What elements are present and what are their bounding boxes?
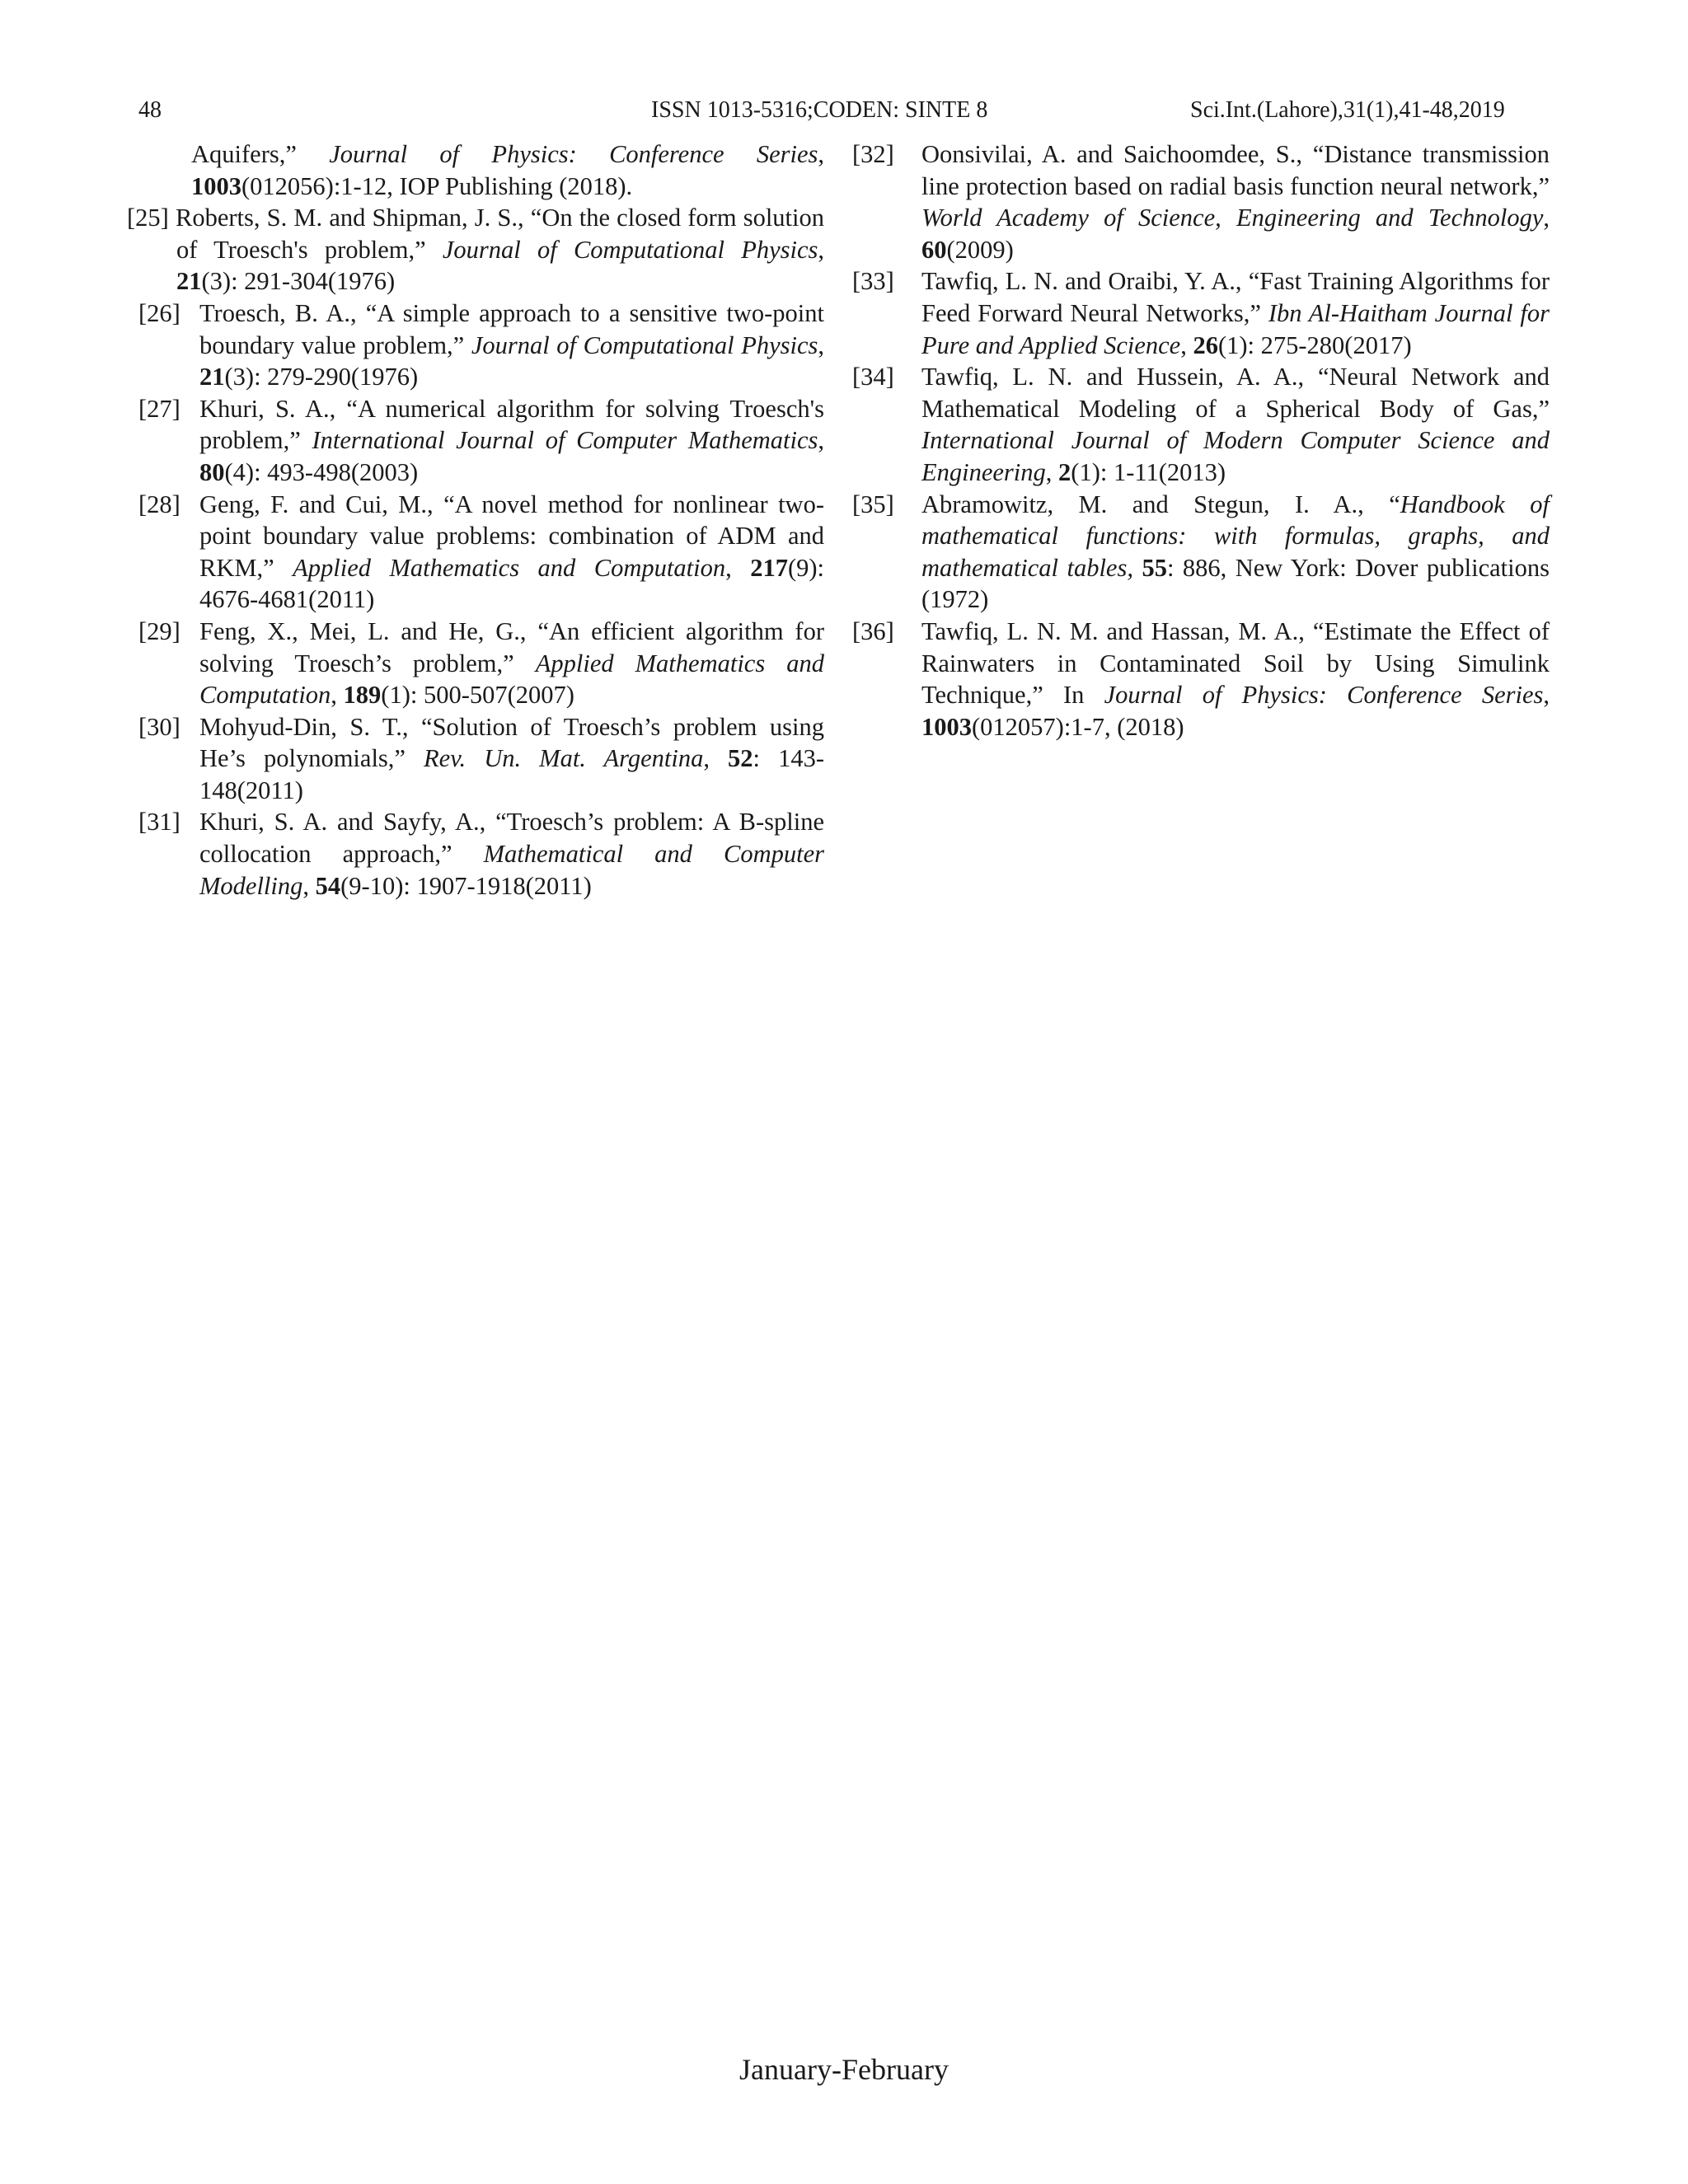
reference-number: [36] (852, 616, 894, 645)
reference-number: [28] (138, 490, 181, 518)
reference-28: [28] Geng, F. and Cui, M., “A novel method for nonlinear two-point boundary value problems: combination of ADM and RKM,” Applied Mathematics and Computation, 217(9): 4676-4681(2011) (138, 490, 825, 614)
page-header (0, 97, 1688, 130)
reference-29: [29] Feng, X., Mei, L. and He, G., “An efficient algorithm for solving Troesch’s problem,” Applied Mathematics and Computation, 189(1): 500-507(2007) (138, 616, 824, 710)
references-column-left (127, 138, 824, 902)
reference-33: [33] Tawfiq, L. N. and Oraibi, Y. A., “Fast Training Algorithms for Feed Forward Neural Networks,” Ibn Al-Haitham Journal for Pure and Applied Science, 26(1): 275-280(2017) (852, 267, 1550, 359)
reference-31: [31] Khuri, S. A. and Sayfy, A., “Troesch’s problem: A B-spline collocation approach,” Mathematical and Computer Modelling, 54(9-10): 1907-1918(2011) (138, 808, 824, 900)
reference-26: [26] Troesch, B. A., “A simple approach to a sensitive two-point boundary value problem,” Journal of Computational Physics, 21(3): 279-290(1976) (138, 298, 824, 391)
reference-number: [32] (852, 140, 894, 168)
journal-citation: Sci.Int.(Lahore),31(1),41-48,2019 (1190, 97, 1505, 123)
references-column-right (852, 138, 1550, 743)
reference-number: [35] (852, 490, 894, 518)
reference-27: [27] Khuri, S. A., “A numerical algorithm for solving Troesch's problem,” International Journal of Computer Mathematics, 80(4): 493-498(2003) (138, 394, 824, 486)
issn-code: ISSN 1013-5316;CODEN: SINTE 8 (651, 97, 988, 123)
reference-number: [26] (138, 298, 181, 327)
reference-32: [32] Oonsivilai, A. and Saichoomdee, S., “Distance transmission line protection based on radial basis function neural network,” World Academy of Science, Engineering and Technology, 60(2009) (852, 140, 1550, 264)
reference-number: [25] (127, 204, 169, 232)
page-number: 48 (138, 97, 162, 123)
reference-34: [34] Tawfiq, L. N. and Hussein, A. A., “Neural Network and Mathematical Modeling of a Spherical Body of Gas,” International Journal of Modern Computer Science and Engineering, 2(1): 1-11(2013) (852, 363, 1550, 486)
reference-36: [36] Tawfiq, L. N. M. and Hassan, M. A., “Estimate the Effect of Rainwaters in Contaminated Soil by Using Simulink Technique,” In Journal of Physics: Conference Series, 1003(012057):1-7, (2018) (852, 616, 1550, 741)
page-footer: January-February (739, 2053, 949, 2086)
reference-number: [31] (138, 808, 181, 837)
reference-25: [25] Roberts, S. M. and Shipman, J. S., “On the closed form solution of Troesch's problem,” Journal of Computational Physics, 21(3): 291-304(1976) (127, 204, 825, 296)
reference-24-continued: Aquifers,” Journal of Physics: Conference Series, 1003(012056):1-12, IOP Publishing (2018). (191, 140, 824, 200)
reference-number: [30] (138, 712, 181, 741)
reference-number: [34] (852, 363, 894, 391)
reference-number: [33] (852, 267, 894, 296)
reference-number: [27] (138, 394, 181, 423)
reference-number: [29] (138, 616, 181, 645)
reference-35: [35] Abramowitz, M. and Stegun, I. A., “Handbook of mathematical functions: with formulas, graphs, and mathematical tables, 55: 886, New York: Dover publications (1972) (852, 490, 1550, 614)
reference-30: [30] Mohyud-Din, S. T., “Solution of Troesch’s problem using He’s polynomials,” Rev. Un. Mat. Argentina, 52: 143-148(2011) (138, 712, 825, 804)
